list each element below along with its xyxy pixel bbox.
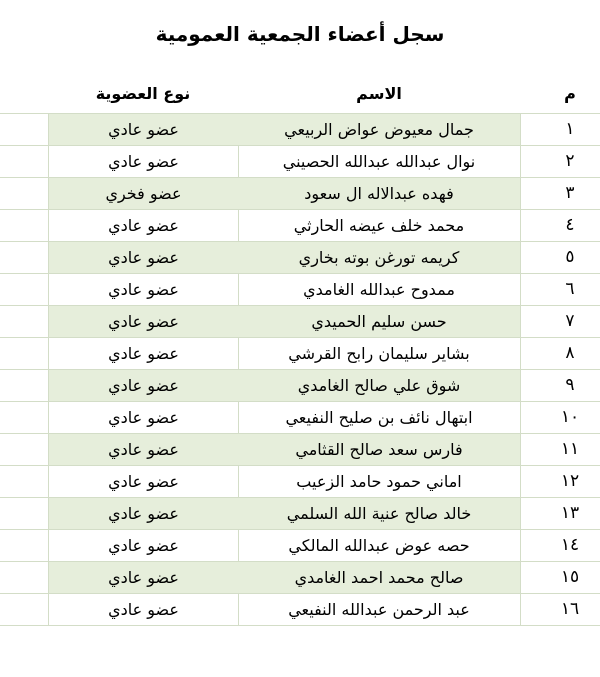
membership-type-cell: عضو عادي <box>48 210 239 241</box>
table-row <box>0 370 600 402</box>
table-row <box>0 113 600 146</box>
membership-type-cell: عضو عادي <box>48 594 239 625</box>
membership-type-cell: عضو عادي <box>48 274 239 305</box>
table-row <box>0 434 600 466</box>
table-row <box>0 338 600 370</box>
member-name-cell: حصه عوض عبدالله المالكي <box>238 530 521 561</box>
membership-type-cell: عضو عادي <box>48 242 239 273</box>
row-number-cell: ٣ <box>565 183 575 203</box>
membership-type-cell: عضو عادي <box>48 370 239 401</box>
row-number-cell: ٧ <box>565 311 575 331</box>
row-number-cell: ١٠ <box>560 407 580 427</box>
table-row <box>0 466 600 498</box>
row-number-cell: ١١ <box>560 439 580 459</box>
membership-type-cell: عضو عادي <box>48 434 239 465</box>
membership-type-cell: عضو عادي <box>48 146 239 177</box>
row-number-cell: ١٤ <box>560 535 580 555</box>
membership-type-cell: عضو عادي <box>48 466 239 497</box>
table-header <box>0 84 600 110</box>
member-name-cell: جمال معيوض عواض الربيعي <box>238 114 521 145</box>
table-row <box>0 210 600 242</box>
table-row <box>0 242 600 274</box>
header-number: م <box>564 84 576 103</box>
member-name-cell: ابتهال نائف بن صليح النفيعي <box>238 402 521 433</box>
row-number-cell: ١٥ <box>560 567 580 587</box>
table-row <box>0 402 600 434</box>
membership-type-cell: عضو عادي <box>48 306 239 337</box>
row-number-cell: ١٢ <box>560 471 580 491</box>
membership-type-cell: عضو عادي <box>48 402 239 433</box>
table-row <box>0 178 600 210</box>
membership-type-cell: عضو عادي <box>48 530 239 561</box>
header-name: الاسم <box>356 84 402 103</box>
page-title: سجل أعضاء الجمعية العمومية <box>155 22 445 46</box>
member-name-cell: خالد صالح عنية الله السلمي <box>238 498 521 529</box>
row-number-cell: ٩ <box>565 375 575 395</box>
row-number-cell: ٦ <box>565 279 575 299</box>
table-row <box>0 562 600 594</box>
table-row <box>0 594 600 626</box>
member-name-cell: ممدوح عبدالله الغامدي <box>238 274 521 305</box>
member-name-cell: محمد خلف عيضه الحارثي <box>238 210 521 241</box>
member-name-cell: فهده عبدالاله ال سعود <box>238 178 521 209</box>
row-number-cell: ١٦ <box>560 599 580 619</box>
member-name-cell: صالح محمد احمد الغامدي <box>238 562 521 593</box>
membership-type-cell: عضو فخري <box>48 178 239 209</box>
table-row <box>0 498 600 530</box>
membership-type-cell: عضو عادي <box>48 338 239 369</box>
table-row <box>0 306 600 338</box>
table-row <box>0 274 600 306</box>
table-row <box>0 146 600 178</box>
members-table <box>0 113 600 626</box>
row-number-cell: ٨ <box>565 343 575 363</box>
member-name-cell: اماني حمود حامد الزعيب <box>238 466 521 497</box>
member-name-cell: كريمه تورغن بوته بخاري <box>238 242 521 273</box>
member-name-cell: شوق علي صالح الغامدي <box>238 370 521 401</box>
row-number-cell: ٢ <box>565 151 575 171</box>
member-name-cell: حسن سليم الحميدي <box>238 306 521 337</box>
member-name-cell: بشاير سليمان رابح القرشي <box>238 338 521 369</box>
member-name-cell: عبد الرحمن عبدالله النفيعي <box>238 594 521 625</box>
membership-type-cell: عضو عادي <box>48 114 239 145</box>
membership-type-cell: عضو عادي <box>48 562 239 593</box>
row-number-cell: ١٣ <box>560 503 580 523</box>
member-name-cell: نوال عبدالله عبدالله الحصيني <box>238 146 521 177</box>
table-row <box>0 530 600 562</box>
row-number-cell: ٤ <box>565 215 575 235</box>
header-membership-type: نوع العضوية <box>95 84 191 103</box>
membership-type-cell: عضو عادي <box>48 498 239 529</box>
row-number-cell: ٥ <box>565 247 575 267</box>
row-number-cell: ١ <box>565 119 575 139</box>
member-name-cell: فارس سعد صالح القثامي <box>238 434 521 465</box>
